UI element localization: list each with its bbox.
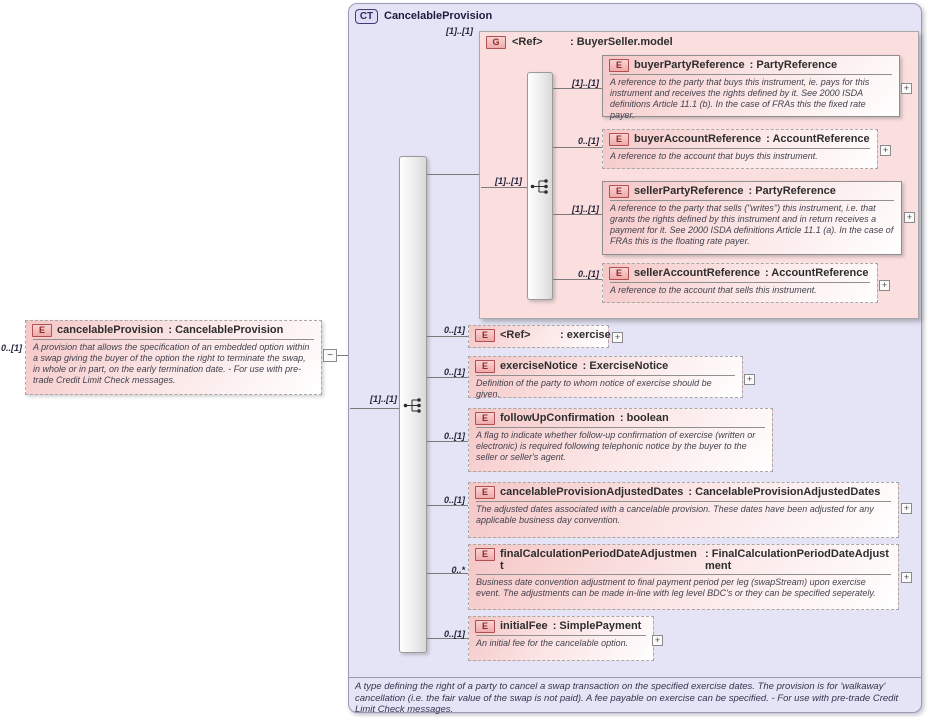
connector-line [350,408,399,409]
element-type: : FinalCalculationPeriodDateAdjustment [705,548,889,573]
element-name: followUpConfirmation [500,412,615,424]
cardinality-label: 0..* [451,565,465,575]
sequence-icon [403,397,424,414]
element-name: cancelableProvision [57,324,164,336]
complex-type-title: CancelableProvision [384,10,493,22]
element-header [469,357,742,375]
element-name: buyerPartyReference [634,59,745,71]
element-type: : AccountReference [764,267,869,279]
element-annotation: A reference to the party that sells ("writes") this instrument, i.e. that grants the rights defined by this instrument and in return receives a payment for it. See 2000 ISDA definitions Article 11.1 (a). In the case of FRAs this is the floating rate payer. [610,203,894,246]
cardinality-label: 0..[1] [443,495,465,505]
element-header [469,483,898,501]
cardinality-label: [1]..[1] [446,26,473,36]
element-exerciseNotice[interactable] [468,356,743,398]
expand-button[interactable]: + [652,635,663,646]
element-followUpConfirmation[interactable] [468,408,773,472]
element-name: <Ref> [500,329,531,341]
group-sequence-cardinality: [1]..[1] [495,176,522,186]
connector-line [427,441,468,442]
element-badge-icon: E [475,548,495,561]
element-sellerPartyReference[interactable] [602,181,902,255]
element-annotation: A reference to the party that buys this instrument, ie. pays for this instrument and receives the rights defined by it. See 2000 ISDA definitions Article 11.1 (b). In the case of FRAs this the fixed rate payer. [610,77,870,120]
connector-line [481,187,527,188]
element-type: : ExerciseNotice [582,360,669,372]
sequence-bar[interactable] [399,156,427,653]
connector-line [553,279,602,280]
expand-button[interactable]: + [901,83,912,94]
cardinality-label: 0..[1] [443,629,465,639]
connector-line [553,147,602,148]
complex-type-badge-icon: CT [355,9,378,24]
element-header [469,326,611,344]
complex-type-CancelableProvision[interactable] [348,3,922,716]
element-header [469,409,772,427]
element-type: : CancelableProvision [168,324,284,336]
element-type: : boolean [619,412,669,424]
element-name: exerciseNotice [500,360,578,372]
group-name: <Ref> [512,36,543,48]
expand-button[interactable]: + [879,280,890,291]
element-header [603,130,877,148]
group-BuyerSeller-model[interactable] [479,31,919,319]
element-badge-icon: E [475,486,495,499]
element-annotation: A reference to the account that sells this instrument. [610,285,817,295]
element-type: : SimplePayment [552,620,642,632]
cardinality-label: [1]..[1] [572,78,599,88]
element-cancelableProvisionAdjustedDates[interactable] [468,482,899,538]
element-cancelableProvision[interactable] [25,320,322,395]
expand-button[interactable]: + [901,503,912,514]
expand-button[interactable]: + [901,572,912,583]
element-badge-icon: E [609,185,629,198]
element-name: initialFee [500,620,548,632]
element-type: : AccountReference [766,133,870,145]
element-name: sellerAccountReference [634,267,760,279]
divider [349,677,921,678]
element-type: : PartyReference [749,59,838,71]
element-badge-icon: E [609,267,629,280]
element-badge-icon: E [475,620,495,633]
connector-line [427,174,479,175]
cardinality-label: [1]..[1] [572,204,599,214]
connector-line [427,377,468,378]
element-finalCalculationPeriodDateAdjustment[interactable] [468,544,899,610]
element-buyerAccountReference[interactable] [602,129,878,169]
element-type: : exercise [560,329,611,341]
element-badge-icon: E [609,133,629,146]
expand-button[interactable]: + [612,332,623,343]
element-type: : PartyReference [748,185,836,197]
element-name: finalCalculationPeriodDateAdjustment [500,548,697,573]
element-annotation: Business date convention adjustment to final payment period per leg (swapStream) upon exercise event. The adjustments can be made in-line with leg level BDC's or they can be specified seperately. [476,577,876,599]
cardinality-label: 0..[1] [443,431,465,441]
element-badge-icon: E [475,360,495,373]
element-name: buyerAccountReference [634,133,762,145]
element-annotation: A provision that allows the specification of an embedded option within a swap giving the buyer of the option the right to terminate the swap, in whole or in part, on the early termination date. - For use with pre-trade Credit Limit Check messages. [33,342,310,385]
group-type: : BuyerSeller.model [570,36,673,48]
element-badge-icon: E [609,59,629,72]
sequence-icon [530,178,551,195]
main-sequence-cardinality: [1]..[1] [370,394,397,404]
element-header [26,321,321,339]
element-annotation: Definition of the party to whom notice of exercise should be given. [476,378,712,399]
group-badge-icon: G [486,36,506,49]
element-initialFee[interactable] [468,616,654,661]
expand-button[interactable]: + [904,212,915,223]
cardinality-label: 0..[1] [443,325,465,335]
element-ref-exercise[interactable] [468,325,609,348]
element-annotation: A flag to indicate whether follow-up confirmation of exercise (written or electronic) is required following telephonic notice by the buyer to the seller or seller's agent. [476,430,756,462]
collapse-button[interactable]: − [323,349,337,362]
expand-button[interactable]: + [880,145,891,156]
connector-line [553,214,602,215]
element-annotation: The adjusted dates associated with a cancelable provision. These dates have been adjusted for any applicable business day convention. [476,504,874,525]
group-header [486,36,673,49]
element-badge-icon: E [32,324,52,337]
element-type: : CancelableProvisionAdjustedDates [688,486,881,498]
element-badge-icon: E [475,329,495,342]
element-name: cancelableProvisionAdjustedDates [500,486,684,498]
element-annotation: An initial fee for the cancelable option. [476,638,629,648]
cardinality-label: 0..[1] [443,367,465,377]
element-header [603,56,899,74]
cardinality-label: 0..[1] [577,269,599,279]
element-annotation: A reference to the account that buys this instrument. [610,151,818,161]
complex-type-annotation: A type defining the right of a party to cancel a swap transaction on the specified exercise dates. The provision is for 'walkaway' cancellation (i.e. the fair value of the swap is not paid). A fee payable on exercise can be specified. - For use with pre-trade Credit Limit Check messages. [355,681,899,716]
element-header [469,545,898,574]
sequence-bar[interactable] [527,72,553,300]
connector-line [427,505,468,506]
expand-button[interactable]: + [744,374,755,385]
cardinality-label: 0..[1] [577,136,599,146]
root-cardinality-label: 0..[1] [1,343,23,353]
element-header [603,182,901,200]
element-header [603,264,877,282]
element-sellerAccountReference[interactable] [602,263,878,303]
element-buyerPartyReference[interactable] [602,55,900,120]
connector-line [427,336,468,337]
connector-line [553,88,602,89]
element-name: sellerPartyReference [634,185,744,197]
element-header [469,617,653,635]
element-badge-icon: E [475,412,495,425]
